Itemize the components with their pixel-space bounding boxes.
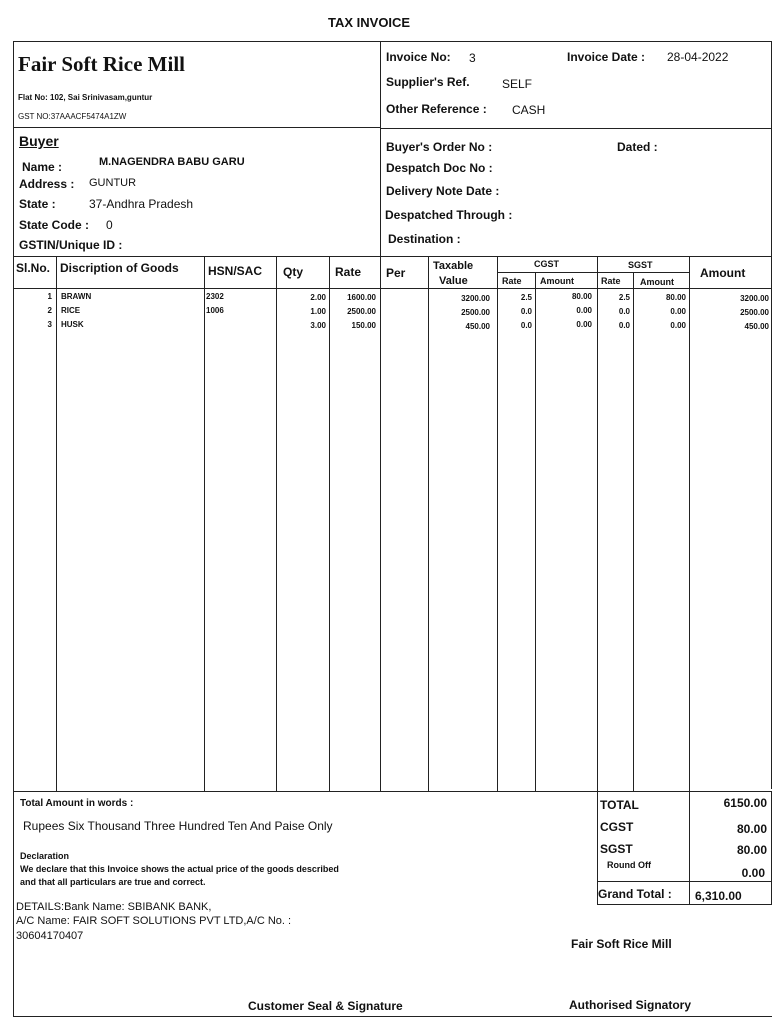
row1-qty: 2.00 [310, 293, 326, 302]
col-divider [633, 272, 634, 791]
header-per: Per [386, 266, 406, 280]
sgst-value: 80.00 [736, 843, 767, 857]
words-value: Rupees Six Thousand Three Hundred Ten And Paise Only [23, 819, 333, 833]
row3-rate: 150.00 [351, 321, 376, 330]
row3-sl: 3 [47, 320, 52, 329]
declaration-line1: We declare that this Invoice shows the actual price of the goods described [20, 864, 339, 874]
header-qty: Qty [283, 265, 304, 279]
other-ref-value: CASH [512, 103, 546, 117]
table-top-line [13, 256, 772, 257]
row1-sl: 1 [47, 292, 52, 301]
buyer-state-code-value: 0 [106, 218, 113, 232]
row3-cgst-amt: 0.00 [576, 320, 592, 329]
row3-sgst-amt: 0.00 [670, 321, 686, 330]
declaration-heading: Declaration [20, 851, 70, 861]
row3-desc: HUSK [61, 320, 84, 329]
buyer-state-code-label: State Code : [19, 218, 90, 232]
frame-left [13, 41, 14, 1017]
header-divider [380, 41, 381, 257]
header-taxable-2: Value [439, 275, 468, 287]
footer-company: Fair Soft Rice Mill [571, 937, 672, 951]
col-divider [329, 256, 330, 791]
col-divider [56, 256, 57, 791]
seller-name: Fair Soft Rice Mill [18, 52, 185, 76]
header-hsn: HSN/SAC [208, 264, 263, 278]
round-off-label: Round Off [607, 860, 651, 870]
row3-taxable: 450.00 [465, 322, 490, 331]
invoice-no-label: Invoice No: [386, 50, 451, 64]
declaration-line2: and that all particulars are true and correct. [20, 877, 206, 887]
frame-top [13, 41, 772, 42]
header-rate: Rate [335, 265, 362, 279]
row1-rate: 1600.00 [347, 293, 376, 302]
cgst-label: CGST [600, 820, 634, 834]
col-divider [380, 256, 381, 791]
col-divider [535, 272, 536, 791]
header-slno: Sl.No. [16, 261, 51, 275]
words-label: Total Amount in words : [20, 798, 134, 809]
row2-rate: 2500.00 [347, 307, 376, 316]
row2-sl: 2 [47, 306, 52, 315]
grand-total-bottom-line [597, 904, 772, 905]
col-divider [204, 256, 205, 791]
row1-sgst-amt: 80.00 [665, 293, 686, 302]
row1-taxable: 3200.00 [461, 294, 490, 303]
round-off-value: 0.00 [741, 866, 765, 880]
row1-cgst-rate: 2.5 [520, 293, 532, 302]
header-cgst-amount: Amount [540, 276, 574, 286]
header-taxable-1: Taxable [433, 260, 474, 272]
total-label: TOTAL [600, 798, 639, 812]
header-sgst-rate: Rate [601, 276, 621, 286]
grand-total-top-line [597, 881, 772, 882]
grand-total-label: Grand Total : [598, 887, 672, 901]
grand-total-value: 6,310.00 [695, 889, 742, 903]
tax-subheader-line [497, 272, 689, 273]
row3-sgst-rate: 0.0 [618, 321, 630, 330]
buyer-state-label: State : [19, 197, 56, 211]
buyer-address-value: GUNTUR [89, 177, 137, 189]
authorised-signatory-label: Authorised Signatory [569, 998, 692, 1012]
row2-amount: 2500.00 [740, 308, 769, 317]
row3-amount: 450.00 [744, 322, 769, 331]
other-ref-label: Other Reference : [386, 102, 487, 116]
row1-desc: BRAWN [61, 292, 92, 301]
buyer-state-value: 37-Andhra Pradesh [89, 197, 194, 211]
seller-buyer-divider [13, 127, 380, 128]
header-amount: Amount [700, 266, 746, 280]
header-sgst: SGST [628, 260, 653, 270]
invoice-no-value: 3 [469, 51, 476, 65]
row2-cgst-rate: 0.0 [520, 307, 532, 316]
supplier-ref-label: Supplier's Ref. [386, 75, 470, 89]
invoice-date-value: 28-04-2022 [667, 50, 729, 64]
buyer-address-label: Address : [19, 177, 75, 191]
delivery-note-label: Delivery Note Date : [386, 184, 500, 198]
row2-qty: 1.00 [310, 307, 326, 316]
col-divider [597, 256, 598, 791]
buyers-order-label: Buyer's Order No : [386, 140, 493, 154]
row1-amount: 3200.00 [740, 294, 769, 303]
row1-cgst-amt: 80.00 [571, 292, 592, 301]
table-bottom-line [13, 791, 772, 792]
row1-sgst-rate: 2.5 [618, 293, 630, 302]
row2-taxable: 2500.00 [461, 308, 490, 317]
bank-line1: DETAILS:Bank Name: SBIBANK BANK, [16, 901, 212, 913]
table-header-bottom [13, 288, 772, 289]
total-value: 6150.00 [723, 796, 767, 810]
col-divider [689, 256, 690, 791]
totals-right-line [771, 791, 772, 904]
header-desc: Discription of Goods [60, 261, 179, 275]
bank-line2: A/C Name: FAIR SOFT SOLUTIONS PVT LTD,A/C No. : [16, 915, 292, 927]
document-title: TAX INVOICE [328, 15, 411, 30]
dated-label: Dated : [617, 140, 658, 154]
despatch-doc-label: Despatch Doc No : [386, 161, 493, 175]
row2-sgst-amt: 0.00 [670, 307, 686, 316]
customer-seal-label: Customer Seal & Signature [248, 999, 403, 1013]
buyer-heading: Buyer [19, 133, 59, 149]
sgst-label: SGST [600, 842, 633, 856]
invoice-order-divider [380, 128, 772, 129]
header-cgst-rate: Rate [502, 276, 522, 286]
header-cgst: CGST [534, 259, 560, 269]
bank-line3: 30604170407 [16, 930, 84, 942]
row3-cgst-rate: 0.0 [520, 321, 532, 330]
invoice-date-label: Invoice Date : [567, 50, 646, 64]
row3-qty: 3.00 [310, 321, 326, 330]
row2-cgst-amt: 0.00 [576, 306, 592, 315]
row2-desc: RICE [61, 306, 81, 315]
totals-mid-line [689, 791, 690, 904]
seller-gst: GST NO:37AAACF5474A1ZW [18, 112, 127, 121]
row2-hsn: 1006 [206, 306, 224, 315]
row2-sgst-rate: 0.0 [618, 307, 630, 316]
col-divider [276, 256, 277, 791]
buyer-name-value: M.NAGENDRA BABU GARU [99, 156, 245, 168]
despatched-through-label: Despatched Through : [385, 208, 513, 222]
buyer-gstin-label: GSTIN/Unique ID : [19, 238, 123, 252]
cgst-value: 80.00 [736, 822, 767, 836]
buyer-name-label: Name : [22, 160, 63, 174]
destination-label: Destination : [388, 232, 461, 246]
frame-bottom [13, 1016, 772, 1017]
col-divider [428, 256, 429, 791]
frame-right [771, 41, 772, 789]
seller-address: Flat No: 102, Sai Srinivasam,guntur [18, 93, 153, 102]
col-divider [497, 256, 498, 791]
supplier-ref-value: SELF [502, 77, 533, 91]
row1-hsn: 2302 [206, 292, 224, 301]
header-sgst-amount: Amount [640, 277, 674, 287]
